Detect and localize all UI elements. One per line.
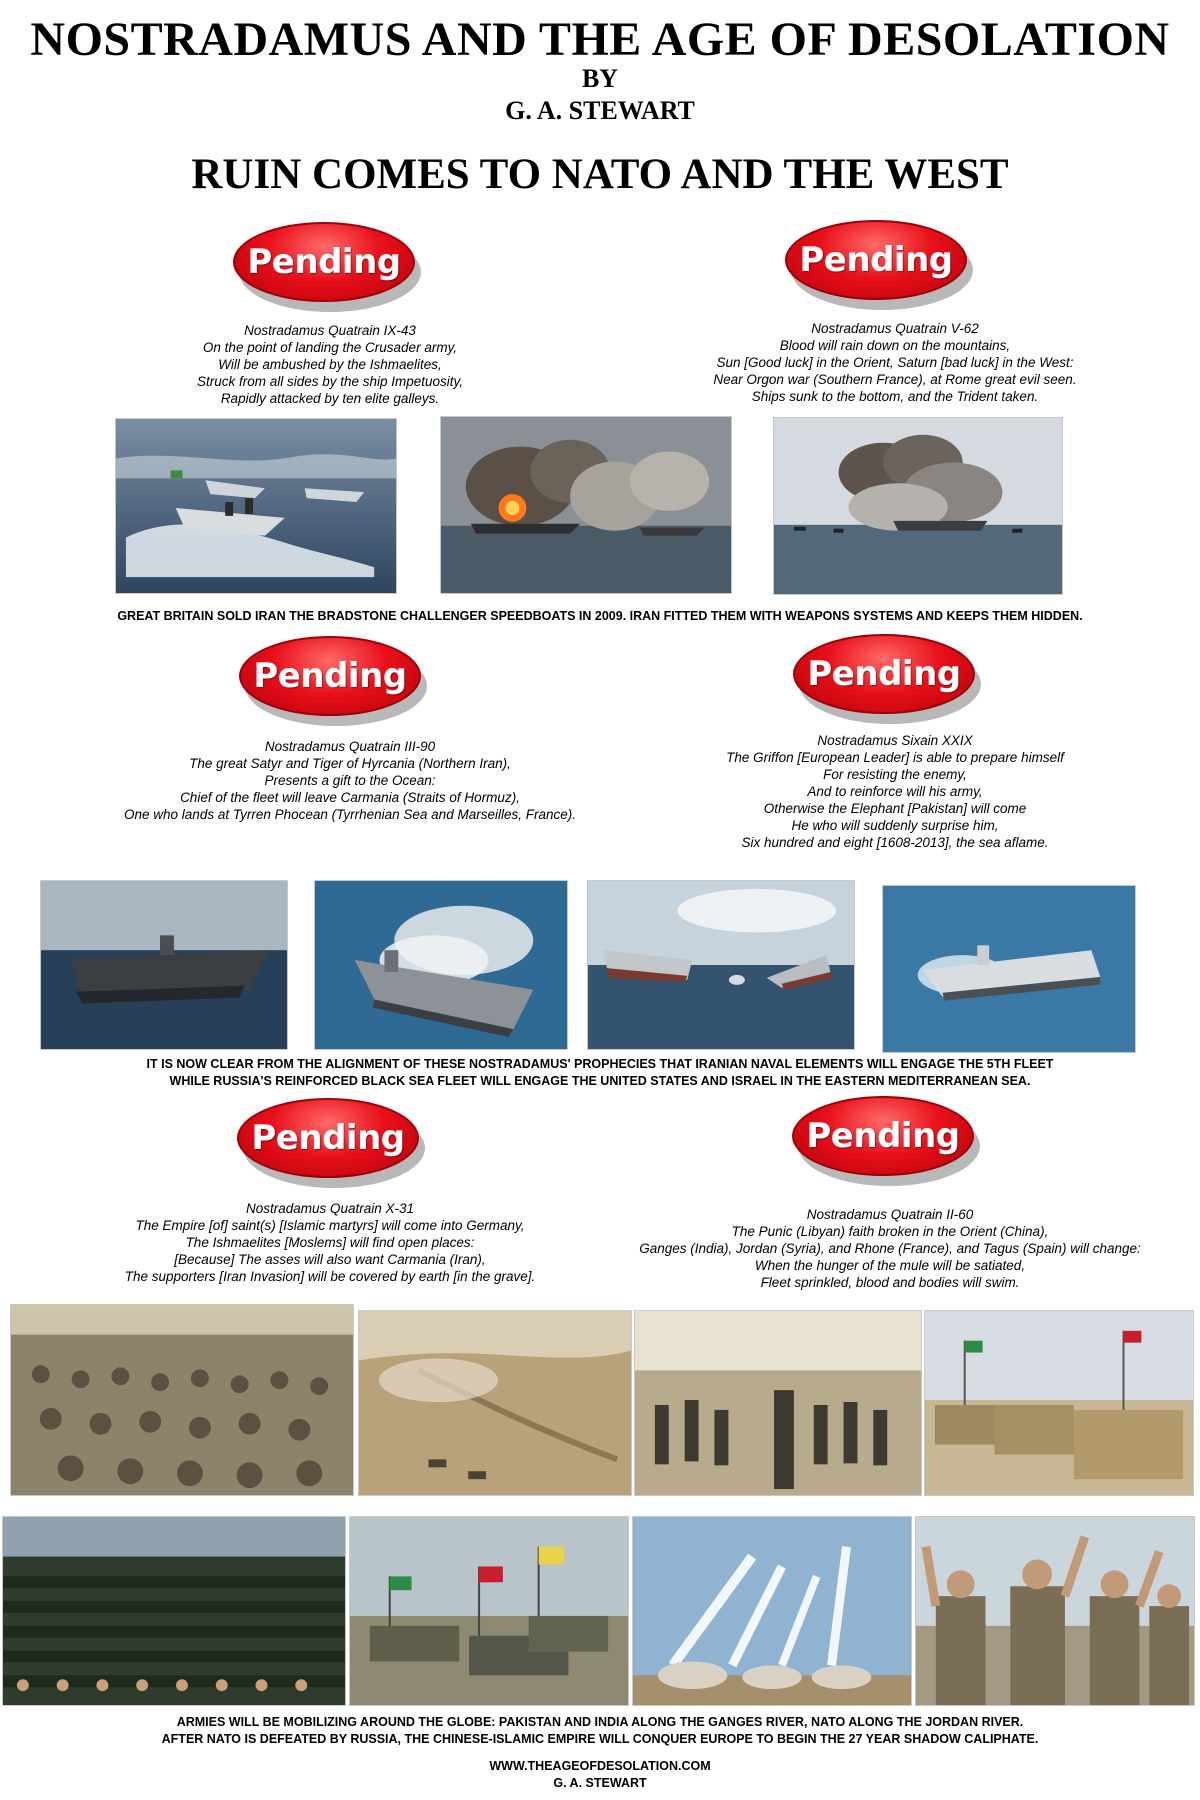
pending-badge: Pending	[233, 222, 418, 304]
quatrain-line: Ganges (India), Jordan (Syria), and Rhone (France), and Tagus (Spain) will change:	[639, 1241, 1141, 1256]
quatrain-heading: Nostradamus Quatrain II-60	[806, 1207, 974, 1222]
quatrain-line: The Punic (Libyan) faith broken in the Orient (China),	[731, 1224, 1049, 1239]
carrier-smoke-photo	[773, 417, 1063, 595]
quatrain-x-31	[80, 1200, 580, 1285]
troops-desert-photo	[10, 1304, 354, 1496]
military-parade-photo	[2, 1516, 346, 1706]
quatrain-line: The Ishmaelites [Moslems] will find open places:	[185, 1235, 475, 1250]
website-link[interactable]: WWW.THEAGEOFDESOLATION.COM	[489, 1759, 711, 1773]
quatrain-line: On the point of landing the Crusader army,	[202, 340, 458, 355]
pending-badge: Pending	[239, 636, 424, 718]
quatrain-line: He who will suddenly surprise him,	[791, 818, 999, 833]
quatrain-heading: Nostradamus Sixain XXIX	[817, 733, 973, 748]
byline-author: G. A. STEWART	[505, 96, 695, 125]
quatrain-line: Otherwise the Elephant [Pakistan] will come	[763, 801, 1027, 816]
sinking-ship-photo	[587, 880, 855, 1050]
quatrain-line: The Griffon [European Leader] is able to prepare himself	[726, 750, 1064, 765]
pending-badge: Pending	[792, 1096, 977, 1178]
caption-speedboats: GREAT BRITAIN SOLD IRAN THE BRADSTONE CHALLENGER SPEEDBOATS IN 2009. IRAN FITTED THEM WITH WEAPONS SYSTEMS AND KEEPS THEM HIDDEN.	[117, 609, 1083, 623]
warship-explosion-photo	[440, 416, 732, 594]
page-subtitle: RUIN COMES TO NATO AND THE WEST	[191, 151, 1009, 198]
quatrain-line: When the hunger of the mule will be satiated,	[754, 1258, 1026, 1273]
aircraft-carrier-photo	[40, 880, 288, 1050]
caption-line: ARMIES WILL BE MOBILIZING AROUND THE GLOBE: PAKISTAN AND INDIA ALONG THE GANGES RIVER, NATO ALONG THE JORDAN RIVER.	[176, 1715, 1024, 1729]
caption-fleet	[0, 1056, 1200, 1090]
page-footer	[0, 1758, 1200, 1792]
quatrain-line: The great Satyr and Tiger of Hyrcania (Northern Iran),	[189, 756, 511, 771]
footer-author: G. A. STEWART	[553, 1776, 647, 1790]
caption-line: WHILE RUSSIA'S REINFORCED BLACK SEA FLEET WILL ENGAGE THE UNITED STATES AND ISRAEL IN THE EASTERN MEDITERRANEAN SEA.	[169, 1074, 1031, 1088]
quatrain-line: Rapidly attacked by ten elite galleys.	[220, 391, 440, 406]
speedboats-photo	[115, 418, 397, 594]
quatrain-iii-90	[80, 738, 620, 823]
quatrain-heading: Nostradamus Quatrain IX-43	[244, 323, 416, 338]
missile-launch-photo	[632, 1516, 912, 1706]
quatrain-line: Six hundred and eight [1608-2013], the sea aflame.	[741, 835, 1049, 850]
quatrain-line: The Empire [of] saint(s) [Islamic martyrs] will come into Germany,	[135, 1218, 525, 1233]
pending-badge: Pending	[785, 220, 970, 302]
sixain-xxix	[690, 732, 1100, 851]
tanks-flags-photo	[349, 1516, 629, 1706]
quatrain-heading: Nostradamus Quatrain V-62	[811, 321, 979, 336]
quatrain-v-62	[650, 320, 1140, 405]
marching-soldiers-photo	[634, 1310, 922, 1496]
caption-line: AFTER NATO IS DEFEATED BY RUSSIA, THE CHINESE-ISLAMIC EMPIRE WILL CONQUER EUROPE TO BEGIN THE 27 YEAR SHADOW CALIPHATE.	[161, 1732, 1039, 1746]
quatrain-heading: Nostradamus Quatrain III-90	[264, 739, 436, 754]
quatrain-line: Fleet sprinkled, blood and bodies will swim.	[760, 1275, 1020, 1290]
quatrain-heading: Nostradamus Quatrain X-31	[245, 1201, 415, 1216]
quatrain-line: Chief of the fleet will leave Carmania (Straits of Hormuz),	[180, 790, 520, 805]
quatrain-line: Will be ambushed by the Ishmaelites,	[218, 357, 442, 372]
quatrain-line: Near Orgon war (Southern France), at Rome great evil seen.	[713, 372, 1077, 387]
quatrain-line: Ships sunk to the bottom, and the Trident taken.	[751, 389, 1039, 404]
caption-armies	[0, 1714, 1200, 1748]
quatrain-ii-60	[600, 1206, 1180, 1291]
quatrain-line: Struck from all sides by the ship Impetuosity,	[196, 374, 464, 389]
quatrain-line: One who lands at Tyrren Phocean (Tyrrhenian Sea and Marseilles, France).	[124, 807, 576, 822]
quatrain-line: And to reinforce will his army,	[807, 784, 983, 799]
armored-vehicles-parade-photo	[924, 1310, 1194, 1496]
burning-ship-photo	[314, 880, 568, 1050]
quatrain-line: For resisting the enemy,	[823, 767, 967, 782]
byline-by: BY	[581, 64, 619, 93]
quatrain-line: Sun [Good luck] in the Orient, Saturn [bad luck] in the West:	[716, 355, 1074, 370]
capsized-ship-photo	[882, 885, 1136, 1053]
quatrain-ix-43	[130, 322, 530, 407]
caption-line: IT IS NOW CLEAR FROM THE ALIGNMENT OF THESE NOSTRADAMUS' PROPHECIES THAT IRANIAN NAVAL ELEMENTS WILL ENGAGE THE 5TH FLEET	[146, 1057, 1054, 1071]
quatrain-line: The supporters [Iran Invasion] will be covered by earth [in the grave].	[124, 1269, 536, 1284]
quatrain-line: [Because] The asses will also want Carmania (Iran),	[174, 1252, 486, 1267]
page-title: NOSTRADAMUS AND THE AGE OF DESOLATION	[30, 13, 1170, 66]
cheering-soldiers-photo	[915, 1516, 1195, 1706]
quatrain-line: Blood will rain down on the mountains,	[779, 338, 1011, 353]
tank-column-photo	[358, 1310, 632, 1496]
pending-badge: Pending	[793, 634, 978, 716]
pending-badge: Pending	[237, 1098, 422, 1180]
quatrain-line: Presents a gift to the Ocean:	[264, 773, 436, 788]
